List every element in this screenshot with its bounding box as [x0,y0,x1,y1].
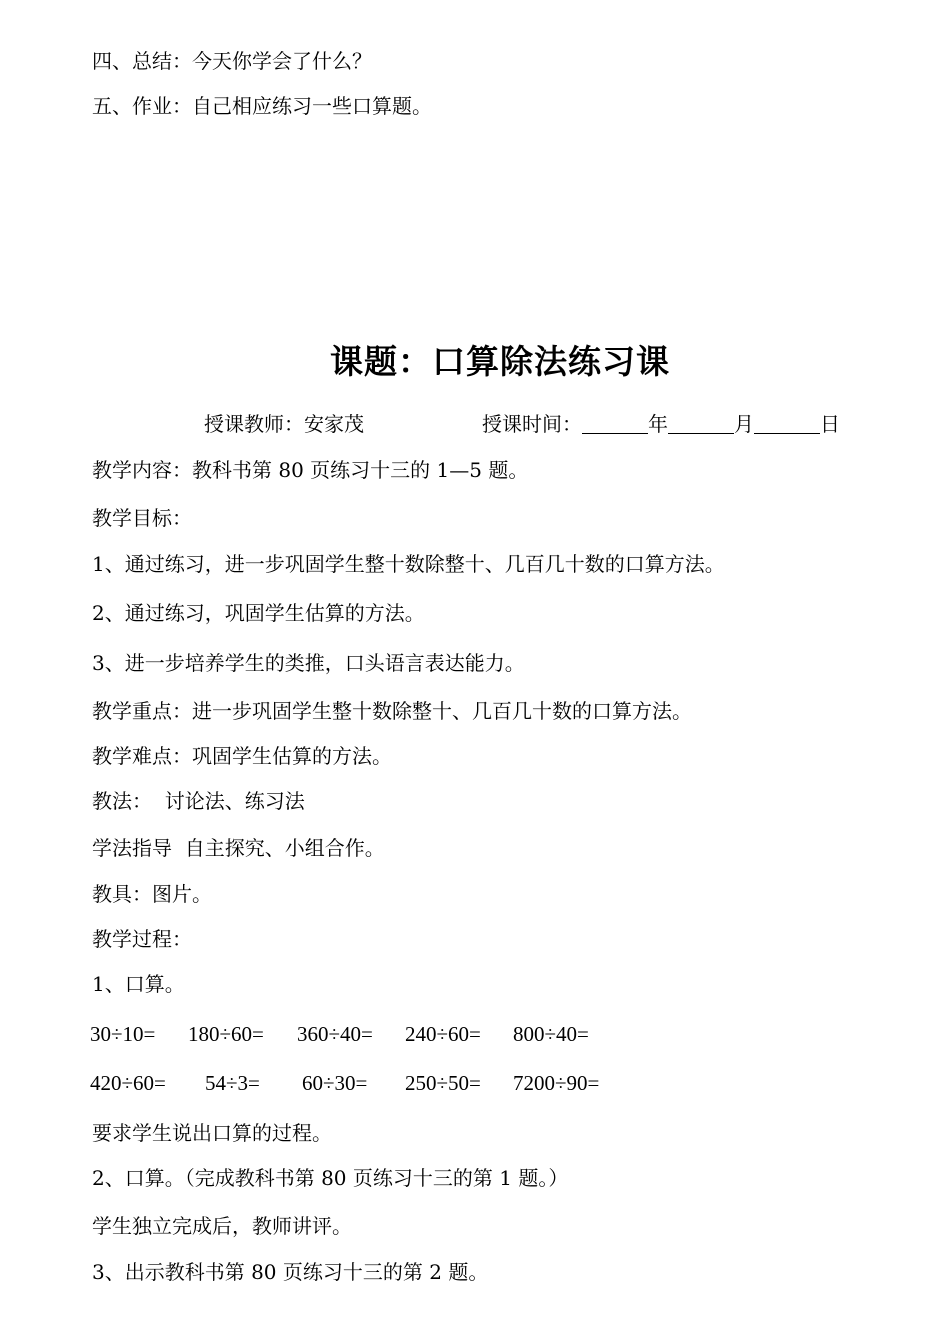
day-label: 日 [820,412,840,436]
summary-line: 四、总结：今天你学会了什么？ [92,49,372,73]
exercise-item: 54÷3= [205,1071,260,1095]
step-3: 3、出示教科书第 80 页练习十三的第 2 题。 [92,1260,489,1284]
step-2-note: 学生独立完成后，教师讲评。 [92,1214,352,1238]
step-2: 2、口算。（完成教科书第 80 页练习十三的第 1 题。） [92,1166,569,1190]
exercise-item: 250÷50= [405,1071,481,1095]
goals-heading: 教学目标： [92,506,192,530]
month-label: 月 [734,412,754,436]
lesson-time [482,410,840,438]
exercise-item: 360÷40= [297,1022,373,1046]
goal-3: 3、进一步培养学生的类推，口头语言表达能力。 [92,651,525,675]
step-1-requirement: 要求学生说出口算的过程。 [92,1121,332,1145]
teaching-method: 教法： 讨论法、练习法 [92,789,305,813]
exercise-item: 420÷60= [90,1071,166,1095]
exercise-item: 7200÷90= [513,1071,600,1095]
difficulty: 教学难点：巩固学生估算的方法。 [92,744,392,768]
homework-line: 五、作业：自己相应练习一些口算题。 [92,94,432,118]
exercise-item: 60÷30= [302,1071,368,1095]
goal-1: 1、通过练习，进一步巩固学生整十数除整十、几百几十数的口算方法。 [92,552,725,576]
process-heading: 教学过程： [92,927,192,951]
exercise-item: 180÷60= [188,1022,264,1046]
goal-2: 2、通过练习，巩固学生估算的方法。 [92,601,425,625]
teacher-label: 授课教师：安家茂 [204,412,364,436]
year-blank [582,413,648,434]
year-label: 年 [648,412,668,436]
time-label: 授课时间： [482,412,582,436]
day-blank [754,413,820,434]
key-point: 教学重点：进一步巩固学生整十数除整十、几百几十数的口算方法。 [92,699,692,723]
teaching-content: 教学内容：教科书第 80 页练习十三的 1—5 题。 [92,458,529,482]
learning-guide: 学法指导 自主探究、小组合作。 [92,836,385,860]
teaching-tools: 教具：图片。 [92,882,212,906]
month-blank [668,413,734,434]
exercise-item: 800÷40= [513,1022,589,1046]
exercise-item: 240÷60= [405,1022,481,1046]
step-1: 1、口算。 [92,972,185,996]
lesson-title: 课题：口算除法练习课 [330,342,670,381]
exercise-item: 30÷10= [90,1022,156,1046]
